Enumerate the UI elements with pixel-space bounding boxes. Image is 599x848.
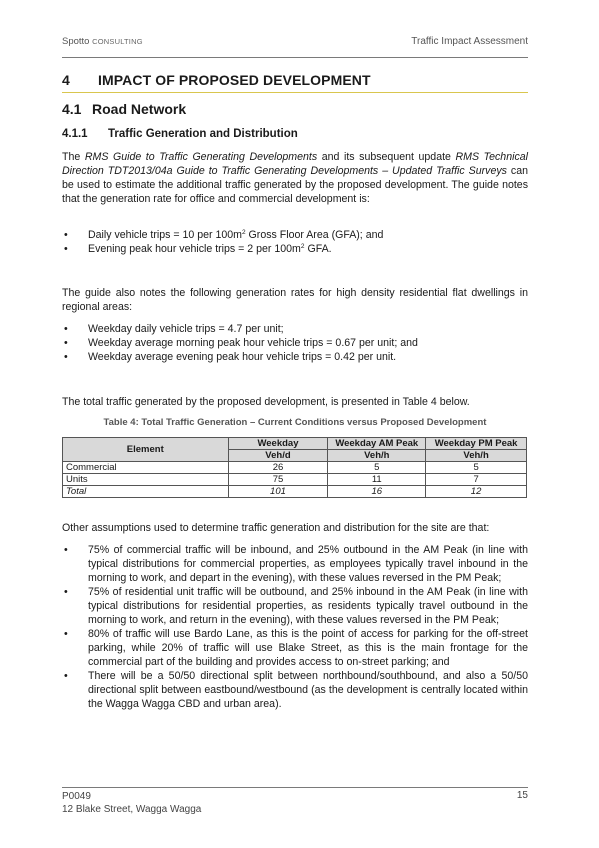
section-title: IMPACT OF PROPOSED DEVELOPMENT (98, 72, 371, 88)
list-item: • Daily vehicle trips = 10 per $100m^2$ Gross Floor Area (GFA); and (62, 228, 528, 242)
table-cell: 7 (426, 474, 527, 486)
table-intro-paragraph: The total traffic generated by the proposed development, is presented in Table 4 below. (62, 396, 470, 408)
technical-direction-italic: RMS Technical Direction TDT2013/04a Guide to Traffic Generating Developments – Updated Traffic Surveys (62, 151, 528, 177)
text-run: can be used to estimate the additional traffic generated by the proposed development. The guide notes that the generation rate for office and commercial development is: (62, 165, 528, 205)
brand-logo (62, 36, 143, 47)
brand-subtitle: CONSULTING (92, 37, 143, 46)
table-cell: 5 (426, 462, 527, 474)
list-item: • Weekday average morning peak hour vehicle trips = 0.67 per unit; and (62, 336, 528, 350)
table-cell: 11 (328, 474, 426, 486)
table-cell: 26 (228, 462, 328, 474)
subsection-title: Road Network (92, 101, 187, 117)
traffic-generation-table (62, 437, 527, 498)
column-header: Weekday (228, 438, 328, 450)
document-title: Traffic Impact Assessment (411, 36, 528, 47)
page-footer (62, 787, 528, 816)
unit-header: Veh/h (426, 450, 527, 462)
unit-header: Veh/d (228, 450, 328, 462)
section-heading (62, 72, 528, 93)
section-number: 4 (62, 72, 70, 88)
project-address: 12 Blake Street, Wagga Wagga (62, 804, 202, 815)
column-header: Weekday AM Peak (328, 438, 426, 450)
subsubsection-heading (62, 128, 298, 140)
subsection-number: 4.1 (62, 101, 82, 117)
guide-title-italic: RMS Guide to Traffic Generating Developments (84, 151, 318, 163)
table-row (63, 462, 527, 474)
list-item: • 75% of commercial traffic will be inbound, and 25% outbound in the AM Peak (in line with typical distributions for commercial properties, as employees typically travel inbound in the morning to work, and depart in the evening), with these values reversed in the PM Peak; (62, 543, 528, 585)
table-cell: 101 (228, 486, 328, 498)
project-code: P0049 (62, 791, 91, 802)
table-cell: 16 (328, 486, 426, 498)
text-run: The (62, 151, 85, 163)
column-header: Element (63, 438, 229, 462)
unit-header: Veh/h (328, 450, 426, 462)
list-item: • Weekday average evening peak hour vehicle trips = 0.42 per unit. (62, 350, 528, 364)
subsubsection-title: Traffic Generation and Distribution (108, 128, 298, 140)
table-cell: 12 (426, 486, 527, 498)
residential-paragraph: The guide also notes the following generation rates for high density residential flat dwellings in regional areas: (62, 287, 528, 313)
list-item: • 80% of traffic will use Bardo Lane, as this is the point of access for parking for the off-street parking, while 20% of traffic will use Blake Street, as this is the main frontage for the commercial part of the building and provides access to on-street parking; and (62, 627, 528, 669)
brand-name: Spotto (62, 36, 90, 47)
list-item: • There will be a 50/50 directional split between northbound/southbound, and also a 50/50 directional split between eastbound/westbound (as the development is centrally located within the Wagga Wagga CBD and urban area). (62, 669, 528, 711)
table-header-row (63, 438, 527, 450)
table-cell: 75 (228, 474, 328, 486)
table-cell: Total (63, 486, 229, 498)
table-cell: Units (63, 474, 229, 486)
page-number: 15 (516, 790, 528, 801)
table-total-row (63, 486, 527, 498)
subsection-heading (62, 101, 186, 117)
residential-rates-list (62, 322, 528, 364)
column-header: Weekday PM Peak (426, 438, 527, 450)
text-run: and its subsequent update (317, 151, 456, 163)
list-item: • Weekday daily vehicle trips = 4.7 per unit; (62, 322, 528, 336)
table-caption: Table 4: Total Traffic Generation – Current Conditions versus Proposed Development (103, 417, 487, 428)
commercial-rates-list (62, 228, 528, 256)
list-item: • Evening peak hour vehicle trips = 2 per $100m^2$ GFA. (62, 242, 528, 256)
table-cell: 5 (328, 462, 426, 474)
assumptions-paragraph: Other assumptions used to determine traffic generation and distribution for the site are that: (62, 522, 490, 534)
subsubsection-number: 4.1.1 (62, 128, 88, 140)
list-item: • 75% of residential unit traffic will be outbound, and 25% inbound in the AM Peak (in line with typical distributions for residential properties, as residents typically travel outbound in the morning to work, and return in the evening), with these values reversed in the PM Peak; (62, 585, 528, 627)
table-row (63, 474, 527, 486)
table-cell: Commercial (63, 462, 229, 474)
assumptions-list (62, 543, 528, 711)
intro-paragraph (62, 150, 528, 206)
page-header (62, 34, 528, 58)
